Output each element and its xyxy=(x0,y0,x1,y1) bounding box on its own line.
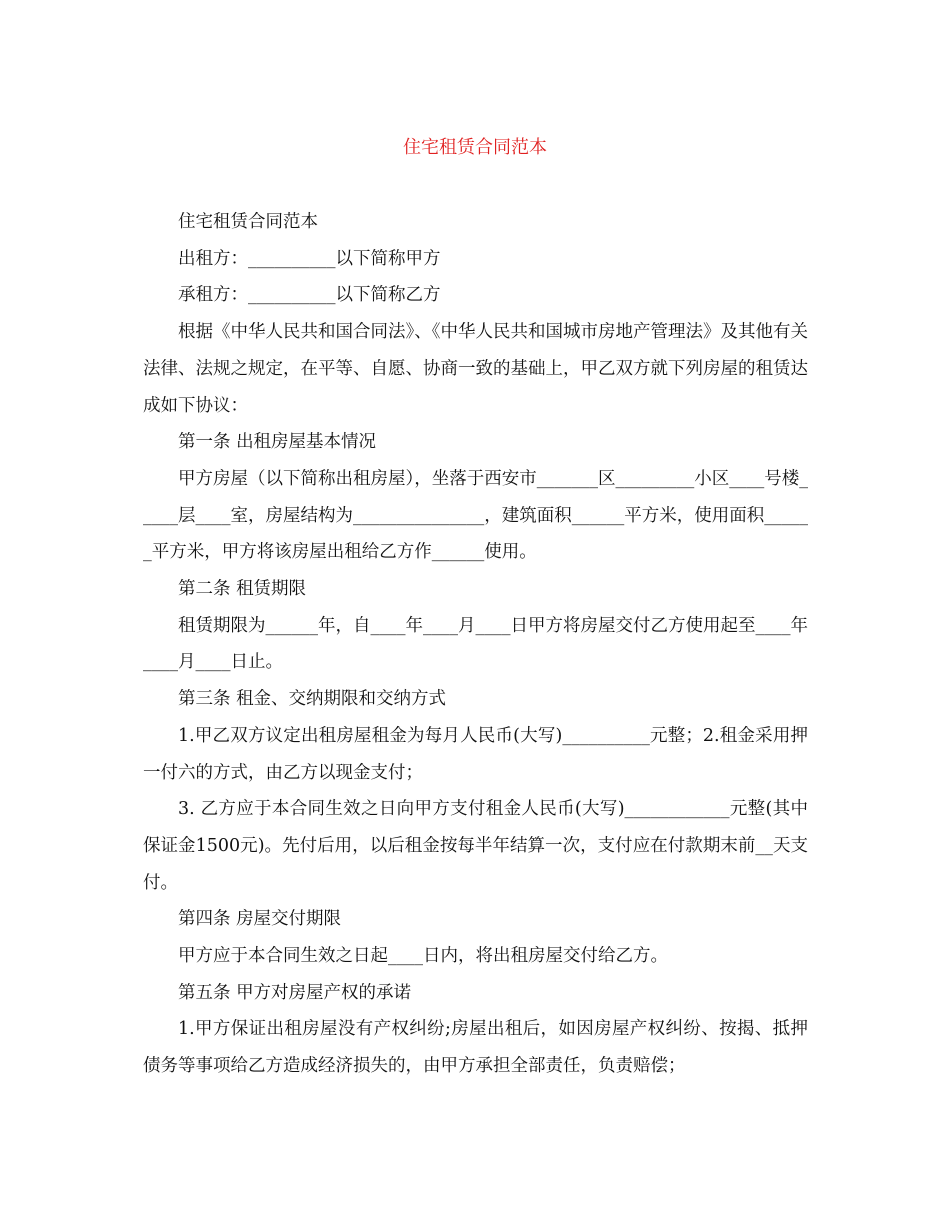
article-1-text: 甲方房屋（以下简称出租房屋），坐落于西安市_______区_________小区____号楼_____层____室，房屋结构为_______________，建筑面积______平方米，使用面积______平方米，甲方将该房屋出租给乙方作______使用。 xyxy=(143,468,808,563)
article-1-heading: 第一条 出租房屋基本情况 xyxy=(178,432,377,453)
lessor-line: 出租方：__________以下简称甲方 xyxy=(178,248,441,269)
article-3-clause-3: 3. 乙方应于本合同生效之日向甲方支付租金人民币(大写)____________元整(其中保证金1500元)。先付后用，以后租金按每半年结算一次，支付应在付款期末前__天支付。 xyxy=(143,799,808,893)
article-3-clause-1: 1.甲乙双方议定出租房屋租金为每月人民币(大写)__________元整；2.租金采用押一付六的方式，由乙方以现金支付； xyxy=(143,725,808,783)
heading-repeat: 住宅租赁合同范本 xyxy=(178,212,318,232)
article-2-heading: 第二条 租赁期限 xyxy=(178,579,307,600)
article-4-text: 甲方应于本合同生效之日起____日内，将出租房屋交付给乙方。 xyxy=(178,946,668,967)
article-3-heading: 第三条 租金、交纳期限和交纳方式 xyxy=(178,689,447,710)
article-5-heading: 第五条 甲方对房屋产权的承诺 xyxy=(178,982,412,1003)
article-2-text: 租赁期限为______年，自____年____月____日甲方将房屋交付乙方使用起至____年____月____日止。 xyxy=(143,615,808,673)
preamble-paragraph: 根据《中华人民共和国合同法》、《中华人民共和国城市房地产管理法》及其他有关法律、法规之规定，在平等、自愿、协商一致的基础上，甲乙双方就下列房屋的租赁达成如下协议： xyxy=(143,322,808,416)
document-body xyxy=(143,204,808,1085)
article-5-clause-1: 1.甲方保证出租房屋没有产权纠纷;房屋出租后，如因房屋产权纠纷、按揭、抵押债务等事项给乙方造成经济损失的，由甲方承担全部责任，负责赔偿； xyxy=(143,1019,808,1077)
document-title: 住宅租赁合同范本 xyxy=(403,137,547,158)
lessee-line: 承租方：__________以下简称乙方 xyxy=(178,285,441,306)
article-4-heading: 第四条 房屋交付期限 xyxy=(178,909,342,930)
